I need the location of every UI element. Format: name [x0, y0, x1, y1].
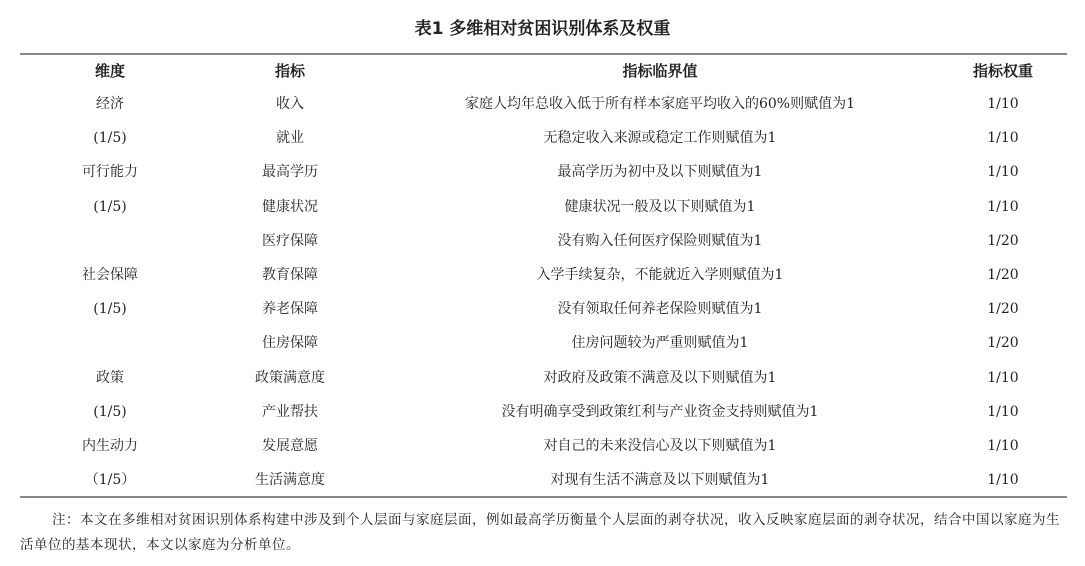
weight-cell: 1/20	[987, 301, 1019, 318]
weight-cell: 1/10	[987, 198, 1019, 215]
table-row	[0, 429, 1085, 463]
header-indicator: 指标	[274, 62, 305, 80]
table-row	[0, 258, 1085, 292]
table-row	[0, 395, 1085, 429]
threshold-cell: 无稳定收入来源或稳定工作则赋值为1	[543, 130, 777, 147]
threshold-cell: 入学手续复杂，不能就近入学则赋值为1	[536, 267, 784, 283]
table-note: 注：本文在多维相对贫困识别体系构建中涉及到个人层面与家庭层面，例如最高学历衡量个人层面的剥夺状况，收入反映家庭层面的剥夺状况，结合中国以家庭为生活单位的基本现状，本文以家庭为分析单位。	[20, 512, 1060, 553]
threshold-cell: 没有明确享受到政策红利与产业资金支持则赋值为1	[501, 403, 819, 420]
weight-cell: 1/10	[987, 438, 1019, 454]
table-row	[0, 463, 1085, 497]
weight-cell: 1/10	[987, 164, 1019, 181]
table-row	[0, 292, 1085, 326]
indicator-cell: 就业	[276, 130, 304, 147]
dimension-cell: （1/5）	[84, 472, 136, 489]
dimension-cell: 政策	[96, 369, 124, 386]
weight-cell: 1/10	[987, 96, 1019, 112]
indicator-cell: 住房保障	[262, 335, 318, 352]
header-threshold: 指标临界值	[622, 62, 698, 80]
dimension-cell: 经济	[96, 96, 124, 112]
indicator-cell: 教育保障	[262, 267, 318, 283]
threshold-cell: 健康状况一般及以下则赋值为1	[564, 198, 756, 215]
table-row	[0, 190, 1085, 224]
indicator-cell: 最高学历	[262, 164, 318, 181]
threshold-cell: 没有领取任何养老保险则赋值为1	[557, 301, 763, 318]
table-row	[0, 155, 1085, 189]
weight-cell: 1/20	[987, 232, 1019, 249]
weight-cell: 1/10	[987, 403, 1019, 420]
table-row	[0, 87, 1085, 121]
dimension-cell: (1/5)	[93, 130, 127, 147]
dimension-cell: (1/5)	[93, 198, 127, 215]
threshold-cell: 对现有生活不满意及以下则赋值为1	[550, 472, 770, 489]
dimension-cell: (1/5)	[93, 403, 127, 420]
header-dimension: 维度	[94, 62, 125, 80]
threshold-cell: 对自己的未来没信心及以下则赋值为1	[543, 438, 777, 454]
indicator-cell: 产业帮扶	[262, 403, 318, 420]
weight-cell: 1/20	[987, 335, 1019, 352]
indicator-cell: 生活满意度	[255, 472, 325, 489]
bottom-rule	[20, 496, 1067, 498]
threshold-cell: 家庭人均年总收入低于所有样本家庭平均收入的60%则赋值为1	[464, 96, 856, 112]
table-title: 表1 多维相对贫困识别体系及权重	[414, 19, 671, 39]
table-row	[0, 121, 1085, 155]
weight-cell: 1/10	[987, 130, 1019, 147]
table-row	[0, 224, 1085, 258]
threshold-cell: 最高学历为初中及以下则赋值为1	[557, 164, 763, 181]
weight-cell: 1/20	[987, 267, 1019, 283]
table-header	[0, 54, 1085, 88]
indicator-cell: 发展意愿	[262, 438, 318, 454]
threshold-cell: 对政府及政策不满意及以下则赋值为1	[543, 369, 777, 386]
table-row	[0, 326, 1085, 360]
header-weight: 指标权重	[972, 62, 1033, 80]
dimension-cell: 社会保障	[82, 267, 138, 283]
threshold-cell: 没有购入任何医疗保险则赋值为1	[557, 232, 763, 249]
dimension-cell: (1/5)	[93, 301, 127, 318]
indicator-cell: 收入	[276, 96, 304, 112]
dimension-cell: 内生动力	[82, 438, 138, 454]
weight-cell: 1/10	[987, 472, 1019, 489]
threshold-cell: 住房问题较为严重则赋值为1	[571, 335, 749, 352]
indicator-cell: 政策满意度	[255, 369, 325, 386]
table-row	[0, 361, 1085, 395]
weight-cell: 1/10	[987, 369, 1019, 386]
indicator-cell: 医疗保障	[262, 232, 318, 249]
indicator-cell: 健康状况	[262, 198, 318, 215]
dimension-cell: 可行能力	[82, 164, 138, 181]
indicator-cell: 养老保障	[262, 301, 318, 318]
